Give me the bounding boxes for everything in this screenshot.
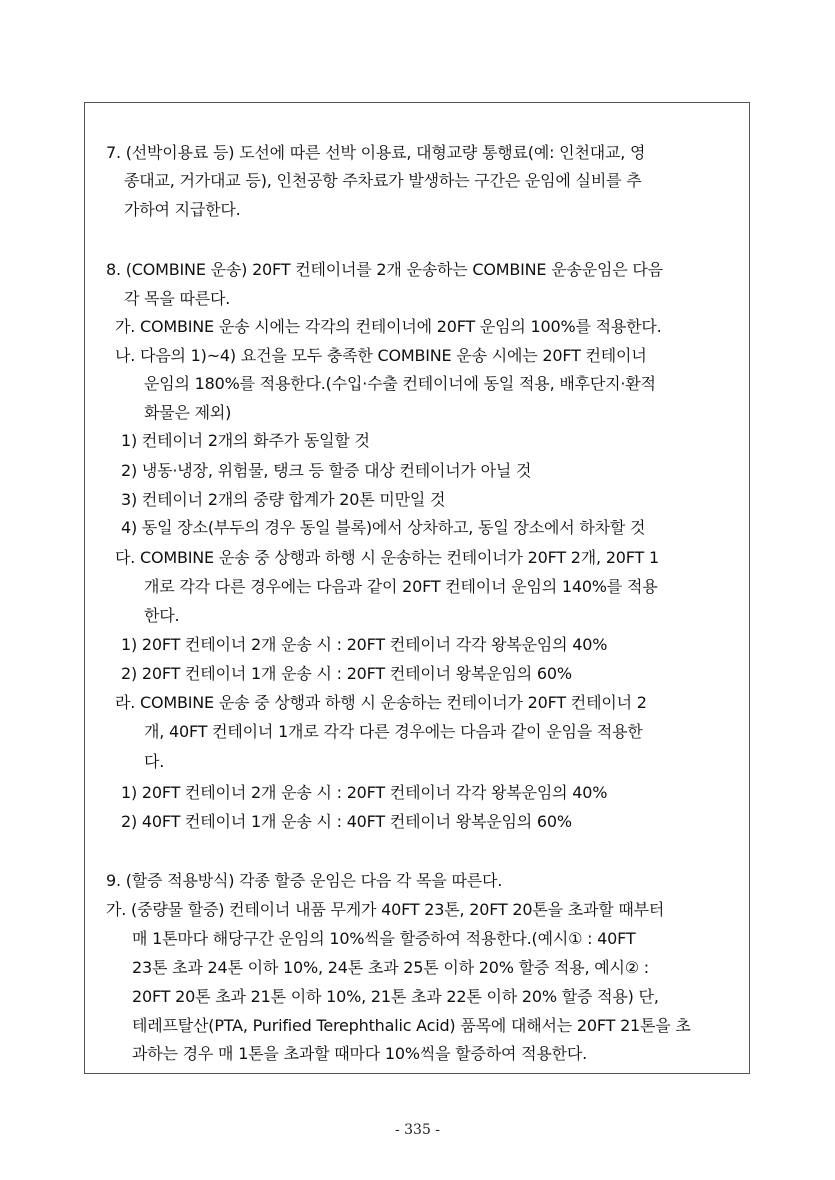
item-da-sub-1: 1) 20FT 컨테이너 2개 운송 시 : 20FT 컨테이너 각각 왕복운임의 40%: [121, 635, 608, 654]
item-9-ga-line-1: 가. (중량물 할증) 컨테이너 내품 무게가 40FT 23톤, 20FT 20톤을 초과할 때부터: [106, 900, 665, 919]
item-9-ga-line-6: 과하는 경우 매 1톤을 초과할 때마다 10%씩을 할증하여 적용한다.: [132, 1044, 588, 1063]
page-number: - 335 -: [394, 1122, 441, 1138]
item-ra-line-2: 개, 40FT 컨테이너 1개로 각각 다른 경우에는 다음과 같이 운임을 적용한: [144, 722, 643, 741]
item-ra-sub-1: 1) 20FT 컨테이너 2개 운송 시 : 20FT 컨테이너 각각 왕복운임의 40%: [121, 783, 608, 802]
item-9-ga-line-4: 20FT 20톤 초과 21톤 이하 10%, 21톤 초과 22톤 이하 20% 할증 적용) 단,: [132, 987, 659, 1006]
item-ra-line-1: 라. COMBINE 운송 중 상행과 하행 시 운송하는 컨테이너가 20FT 컨테이너 2: [115, 693, 647, 712]
item-na-line-3: 화물은 제외): [144, 403, 232, 422]
item-na-sub-4: 4) 동일 장소(부두의 경우 동일 블록)에서 상차하고, 동일 장소에서 하차할 것: [121, 518, 646, 537]
item-9-ga-line-3: 23톤 초과 24톤 이하 10%, 24톤 초과 25톤 이하 20% 할증 적용, 예시② :: [132, 958, 649, 977]
section-7-line-3: 가하여 지급한다.: [124, 200, 241, 219]
item-9-ga-line-5: 테레프탈산(PTA, Purified Terephthalic Acid) 품목에 대해서는 20FT 21톤을 초: [132, 1016, 691, 1035]
item-ra-line-3: 다.: [144, 752, 165, 771]
section-8-line-1: 8. (COMBINE 운송) 20FT 컨테이너를 2개 운송하는 COMBINE 운송운임은 다음: [106, 260, 663, 279]
section-9-line-1: 9. (할증 적용방식) 각종 할증 운임은 다음 각 목을 따른다.: [106, 871, 503, 890]
item-na-sub-2: 2) 냉동·냉장, 위험물, 탱크 등 할증 대상 컨테이너가 아닐 것: [121, 461, 532, 480]
item-na-line-1: 나. 다음의 1)~4) 요건을 모두 충족한 COMBINE 운송 시에는 20FT 컨테이너: [115, 346, 647, 365]
item-ra-sub-2: 2) 40FT 컨테이너 1개 운송 시 : 40FT 컨테이너 왕복운임의 60%: [121, 812, 572, 831]
section-7-line-2: 종대교, 거가대교 등), 인천공항 주차료가 발생하는 구간은 운임에 실비를 추: [124, 171, 642, 190]
item-da-line-1: 다. COMBINE 운송 중 상행과 하행 시 운송하는 컨테이너가 20FT 2개, 20FT 1: [115, 548, 659, 567]
item-da-line-2: 개로 각각 다른 경우에는 다음과 같이 20FT 컨테이너 운임의 140%를 적용: [144, 577, 658, 596]
section-7-line-1: 7. (선박이용료 등) 도선에 따른 선박 이용료, 대형교량 통행료(예: 인천대교, 영: [106, 143, 646, 162]
item-na-sub-1: 1) 컨테이너 2개의 화주가 동일할 것: [121, 431, 370, 450]
section-8-line-2: 각 목을 따른다.: [124, 289, 231, 308]
item-da-sub-2: 2) 20FT 컨테이너 1개 운송 시 : 20FT 컨테이너 왕복운임의 60%: [121, 664, 572, 683]
item-9-ga-line-2: 매 1톤마다 해당구간 운임의 10%씩을 할증하여 적용한다.(예시① : 40FT: [132, 929, 636, 948]
item-da-line-3: 한다.: [144, 606, 180, 625]
item-na-line-2: 운임의 180%를 적용한다.(수입·수출 컨테이너에 동일 적용, 배후단지·환적: [144, 374, 656, 393]
item-na-sub-3: 3) 컨테이너 2개의 중량 합계가 20톤 미만일 것: [121, 490, 446, 509]
item-ga: 가. COMBINE 운송 시에는 각각의 컨테이너에 20FT 운임의 100%를 적용한다.: [115, 317, 662, 336]
